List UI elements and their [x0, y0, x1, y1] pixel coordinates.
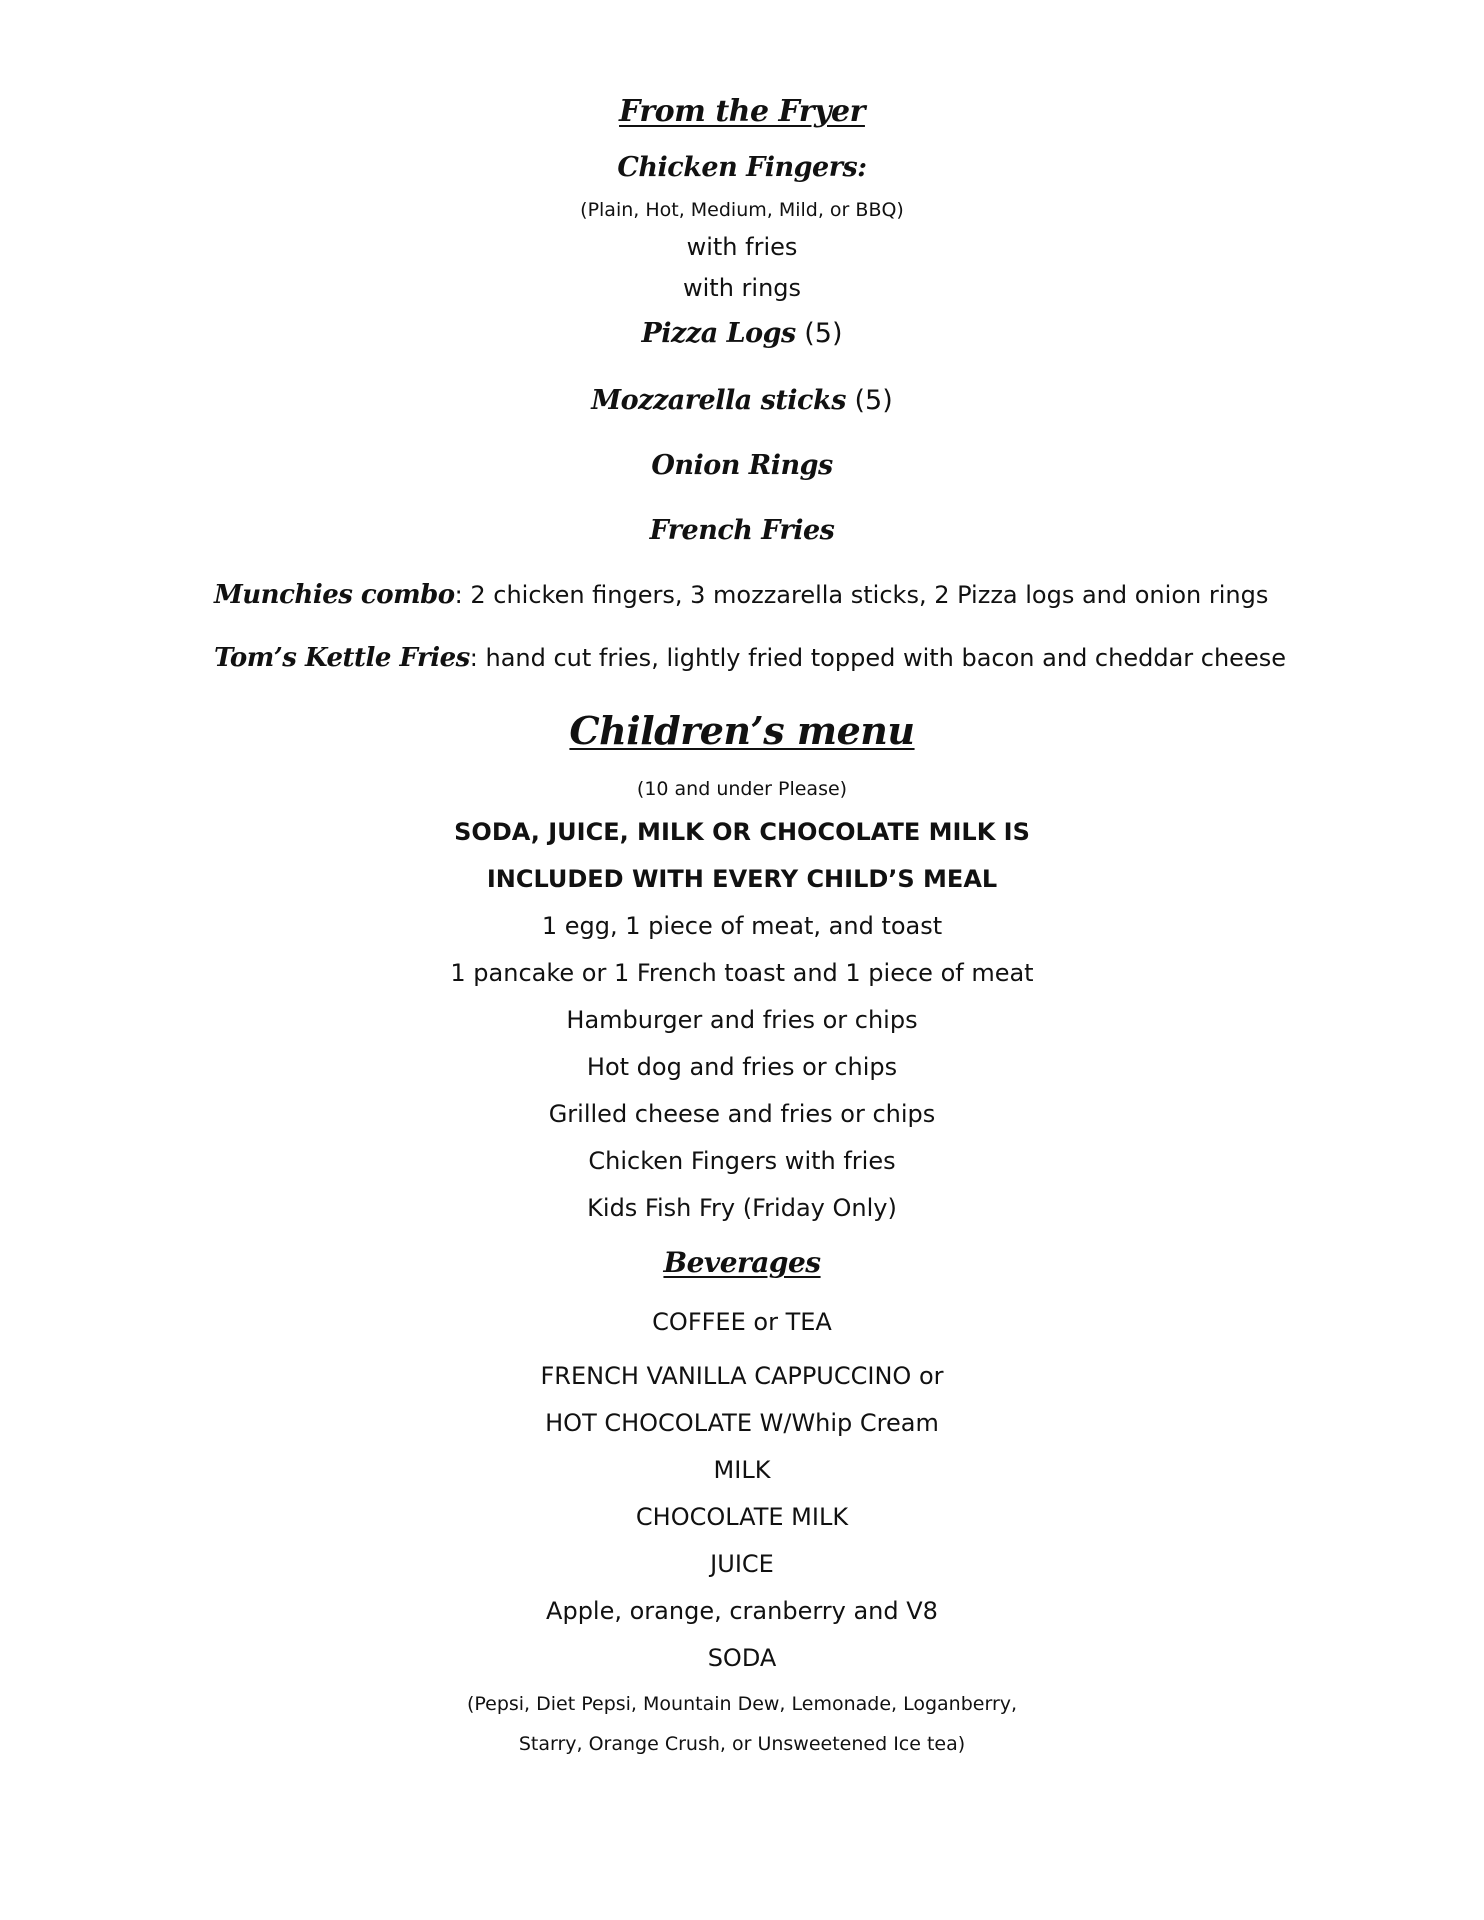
mozzarella-name: Mozzarella sticks	[591, 385, 846, 416]
mozzarella-qty: (5)	[854, 385, 893, 416]
mozzarella-item	[0, 385, 1484, 416]
beverage-juice: JUICE	[710, 1550, 774, 1578]
beverage-soda-list-2: Starry, Orange Crush, or Unsweetened Ice tea)	[518, 1733, 966, 1755]
chicken-fingers-with-fries: with fries	[686, 233, 798, 261]
children-item-5: Grilled cheese and fries or chips	[548, 1100, 936, 1128]
children-menu-heading: Children’s menu	[569, 708, 915, 753]
chicken-fingers-name: Chicken Fingers	[617, 152, 858, 183]
beverages-heading: Beverages	[663, 1246, 821, 1279]
onion-rings-item: Onion Rings	[651, 450, 833, 481]
munchies-combo-desc: : 2 chicken fingers, 3 mozzarella sticks, 2 Pizza logs and onion rings	[454, 581, 1269, 609]
beverage-cappuccino: FRENCH VANILLA CAPPUCCINO or	[540, 1362, 944, 1390]
children-item-4: Hot dog and fries or chips	[586, 1053, 898, 1081]
fryer-heading: From the Fryer	[619, 94, 865, 129]
children-drink-line-2: INCLUDED WITH EVERY CHILD’S MEAL	[486, 865, 998, 893]
kettle-fries-item	[214, 643, 1286, 673]
chicken-fingers-title	[0, 152, 1484, 183]
kettle-fries-desc: : hand cut fries, lightly fried topped with bacon and cheddar cheese	[469, 644, 1286, 672]
children-item-1: 1 egg, 1 piece of meat, and toast	[541, 912, 943, 940]
munchies-combo-item	[214, 580, 1268, 610]
chicken-fingers-options: (Plain, Hot, Medium, Mild, or BBQ)	[580, 199, 904, 221]
beverage-milk: MILK	[713, 1456, 771, 1484]
beverage-soda-list-1: (Pepsi, Diet Pepsi, Mountain Dew, Lemonade, Loganberry,	[466, 1693, 1018, 1715]
kettle-fries-name: Tom’s Kettle Fries	[214, 643, 470, 673]
children-item-2: 1 pancake or 1 French toast and 1 piece of meat	[450, 959, 1034, 987]
beverage-hot-chocolate: HOT CHOCOLATE W/Whip Cream	[545, 1409, 939, 1437]
children-item-7: Kids Fish Fry (Friday Only)	[587, 1194, 897, 1222]
french-fries-item: French Fries	[649, 515, 835, 546]
beverage-soda: SODA	[707, 1644, 777, 1672]
chicken-fingers-colon: :	[857, 152, 867, 183]
children-drink-line-1: SODA, JUICE, MILK OR CHOCOLATE MILK IS	[454, 818, 1030, 846]
children-menu-note: (10 and under Please)	[636, 778, 848, 800]
pizza-logs-name: Pizza Logs	[641, 318, 796, 349]
chicken-fingers-with-rings: with rings	[682, 274, 802, 302]
children-item-3: Hamburger and fries or chips	[566, 1006, 918, 1034]
beverage-coffee-tea: COFFEE or TEA	[652, 1308, 832, 1336]
pizza-logs-qty: (5)	[804, 318, 843, 349]
pizza-logs-item	[0, 318, 1484, 349]
beverage-chocolate-milk: CHOCOLATE MILK	[635, 1503, 849, 1531]
munchies-combo-name: Munchies combo	[214, 580, 455, 610]
beverage-juice-flavors: Apple, orange, cranberry and V8	[546, 1597, 938, 1625]
children-item-6: Chicken Fingers with fries	[588, 1147, 896, 1175]
